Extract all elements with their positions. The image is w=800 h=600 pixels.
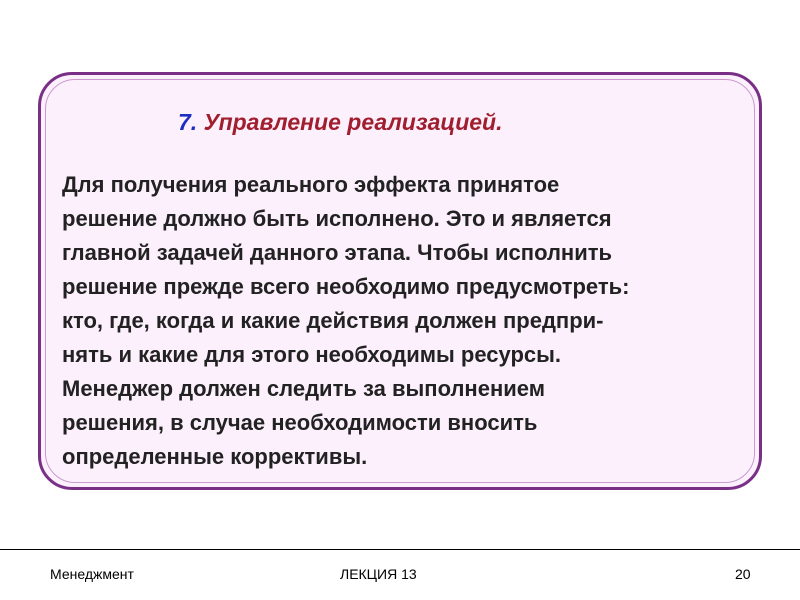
slide-heading bbox=[178, 109, 503, 136]
footer-divider bbox=[0, 549, 800, 550]
heading-number: 7. bbox=[178, 109, 198, 135]
heading-text: Управление реализацией. bbox=[203, 109, 503, 135]
body-line: Для получения реального эффекта принятое bbox=[62, 172, 560, 197]
body-line: нять и какие для этого необходимы ресурсы. bbox=[62, 342, 562, 367]
page-number: 20 bbox=[735, 566, 751, 582]
slide-body bbox=[62, 168, 762, 474]
body-line: главной задачей данного этапа. Чтобы исполнить bbox=[62, 240, 613, 265]
body-line: решение прежде всего необходимо предусмотреть: bbox=[62, 274, 630, 299]
body-line: кто, где, когда и какие действия должен предпри- bbox=[62, 308, 604, 333]
body-line: решения, в случае необходимости вносить bbox=[62, 410, 538, 435]
body-line: Менеджер должен следить за выполнением bbox=[62, 376, 545, 401]
body-line: решение должно быть исполнено. Это и является bbox=[62, 206, 612, 231]
footer-lecture-label: ЛЕКЦИЯ 13 bbox=[340, 566, 417, 582]
body-line: определенные коррективы. bbox=[62, 444, 368, 469]
footer-course-name: Менеджмент bbox=[50, 566, 134, 582]
